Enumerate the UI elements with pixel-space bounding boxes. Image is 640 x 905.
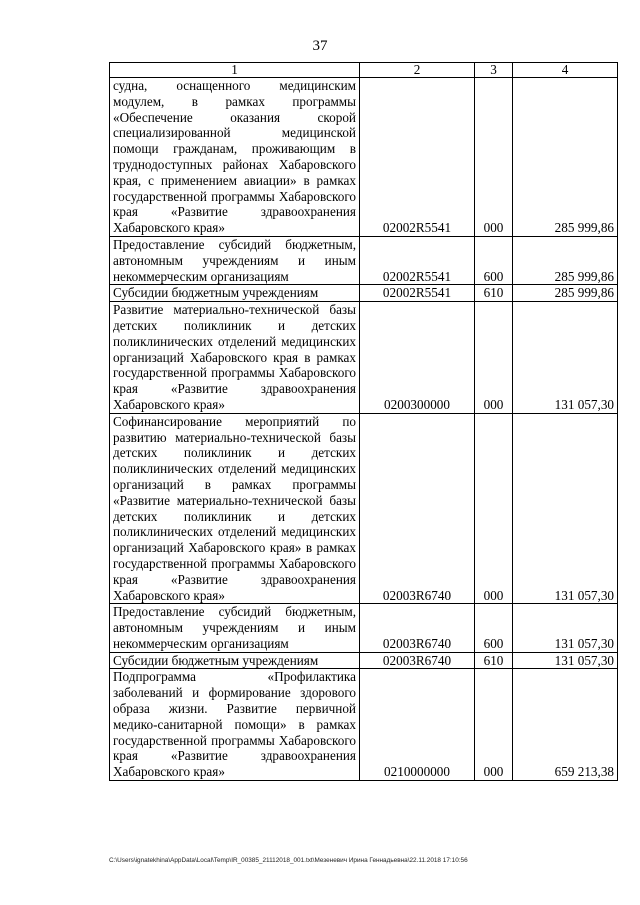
table-row: [110, 236, 618, 284]
row-amount: 285 999,86: [513, 236, 618, 284]
row-expense-type: 600: [475, 236, 513, 284]
row-description: Субсидии бюджетным учреждениям: [110, 652, 360, 669]
table-row: [110, 413, 618, 604]
table-row: [110, 78, 618, 237]
row-target-code: 02002R5541: [360, 285, 475, 302]
row-description: Субсидии бюджетным учреждениям: [110, 285, 360, 302]
table-row: [110, 302, 618, 414]
row-expense-type: 610: [475, 285, 513, 302]
header-col-3: 3: [475, 63, 513, 78]
table-row: [110, 652, 618, 669]
row-description: Развитие материально-технической базы детских поликлиник и детских поликлинических отделений медицинских организаций Хабаровского края в рамках государственной программы Хабаровского края «Развитие здравоохранения Хабаровского края»: [110, 302, 360, 414]
table-row: [110, 604, 618, 652]
row-target-code: 0210000000: [360, 669, 475, 781]
row-amount: 131 057,30: [513, 652, 618, 669]
row-target-code: 02003R6740: [360, 413, 475, 604]
header-col-1: 1: [110, 63, 360, 78]
page-number: 37: [312, 38, 328, 54]
row-amount: 659 213,38: [513, 669, 618, 781]
row-expense-type: 000: [475, 302, 513, 414]
row-expense-type: 000: [475, 413, 513, 604]
row-amount: 285 999,86: [513, 285, 618, 302]
header-col-2: 2: [360, 63, 475, 78]
header-col-4: 4: [513, 63, 618, 78]
row-target-code: 02003R6740: [360, 652, 475, 669]
budget-table: [109, 62, 618, 781]
row-target-code: 02003R6740: [360, 604, 475, 652]
row-amount: 285 999,86: [513, 78, 618, 237]
table-row: [110, 285, 618, 302]
row-description: Софинансирование мероприятий по развитию материально-технической базы детских поликлиник и детских поликлинических отделений медицинских организаций в рамках программы «Развитие материально-технической базы детских поликлиник и детских поликлинических отделений медицинских организаций Хабаровского края» в рамках государственной программы Хабаровского края «Развитие здравоохранения Хабаровского края»: [110, 413, 360, 604]
row-amount: 131 057,30: [513, 302, 618, 414]
table-row: [110, 669, 618, 781]
row-amount: 131 057,30: [513, 413, 618, 604]
row-target-code: 0200300000: [360, 302, 475, 414]
row-expense-type: 000: [475, 78, 513, 237]
row-amount: 131 057,30: [513, 604, 618, 652]
row-expense-type: 000: [475, 669, 513, 781]
row-target-code: 02002R5541: [360, 236, 475, 284]
row-description: судна, оснащенного медицинским модулем, в рамках программы «Обеспечение оказания скорой специализированной медицинской помощи гражданам, проживающим в труднодоступных районах Хабаровского края, с применением авиации» в рамках государственной программы Хабаровского края «Развитие здравоохранения Хабаровского края»: [110, 78, 360, 237]
row-target-code: 02002R5541: [360, 78, 475, 237]
file-path-footer: C:\Users\ignatekhina\AppData\Local\Temp\IR_00385_21112018_001.txt\Мезеневич Ирина Геннадьевна\22.11.2018 17:10:56: [109, 857, 468, 864]
row-expense-type: 600: [475, 604, 513, 652]
table-header-row: [110, 63, 618, 78]
row-expense-type: 610: [475, 652, 513, 669]
row-description: Подпрограмма «Профилактика заболеваний и формирование здорового образа жизни. Развитие первичной медико-санитарной помощи» в рамках государственной программы Хабаровского края «Развитие здравоохранения Хабаровского края»: [110, 669, 360, 781]
row-description: Предоставление субсидий бюджетным, автономным учреждениям и иным некоммерческим организациям: [110, 604, 360, 652]
row-description: Предоставление субсидий бюджетным, автономным учреждениям и иным некоммерческим организациям: [110, 236, 360, 284]
